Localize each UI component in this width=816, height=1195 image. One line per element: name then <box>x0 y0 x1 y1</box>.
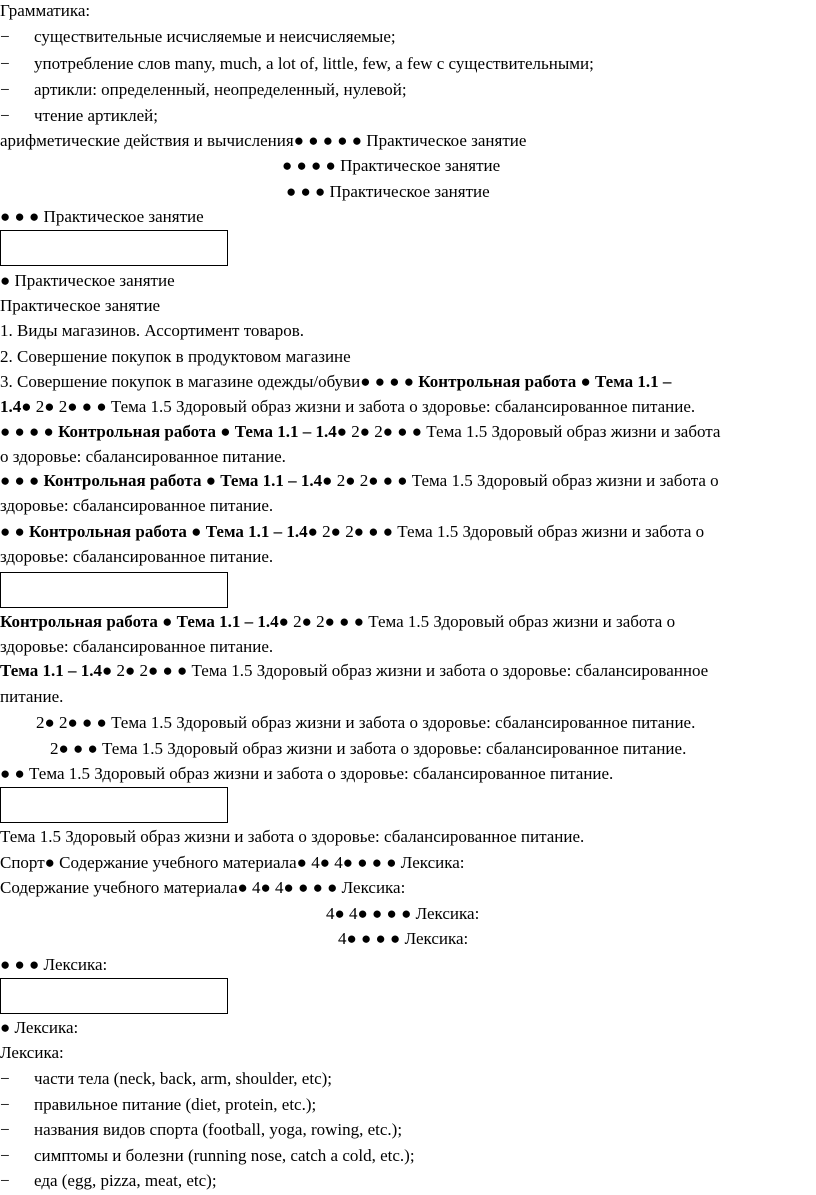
empty-box <box>0 572 228 608</box>
text-line <box>0 660 816 682</box>
text-line: ● Лексика: <box>0 1018 79 1037</box>
text-line: ● ● ● Лексика: <box>0 955 108 974</box>
list-item-text: правильное питание (diet, protein, etc.); <box>34 1095 317 1114</box>
text-line: Практическое занятие <box>0 296 161 315</box>
dash-marker: − <box>0 80 10 99</box>
grammar-heading: Грамматика: <box>0 1 91 20</box>
list-item-text: названия видов спорта (football, yoga, rowing, etc.); <box>34 1120 403 1139</box>
dash-marker: − <box>0 106 10 125</box>
text-segment: ● 2● 2● ● ● Тема 1.5 Здоровый образ жизни и забота о здоровье: сбалансированное питание. <box>21 397 696 416</box>
text-line: ● Практическое занятие <box>0 271 175 290</box>
text-line: Лексика: <box>0 1043 64 1062</box>
text-segment: 3. Совершение покупок в магазине одежды/обуви● ● ● ● <box>0 372 419 391</box>
text-segment: ● 2● 2● ● ● Тема 1.5 Здоровый образ жизни и забота <box>336 422 721 441</box>
empty-box <box>0 787 228 823</box>
text-line: 4● ● ● ● Лексика: <box>338 929 469 948</box>
bold-segment: Контрольная работа ● Тема 1.1 – <box>418 372 672 391</box>
text-line: ● ● Тема 1.5 Здоровый образ жизни и забота о здоровье: сбалансированное питание. <box>0 764 614 783</box>
dash-marker: − <box>0 1146 10 1165</box>
text-line: 2● ● ● Тема 1.5 Здоровый образ жизни и забота о здоровье: сбалансированное питание. <box>50 739 687 758</box>
text-line: здоровье: сбалансированное питание. <box>0 637 274 656</box>
text-line: ● ● ● ● Практическое занятие <box>282 156 501 175</box>
text-line: ● ● ● Практическое занятие <box>286 182 490 201</box>
text-segment: ● 2● 2● ● ● Тема 1.5 Здоровый образ жизни и забота о <box>278 612 676 631</box>
dash-marker: − <box>0 1171 10 1190</box>
text-line: Содержание учебного материала● 4● 4● ● ● ● Лексика: <box>0 878 406 897</box>
text-line: 4● 4● ● ● ● Лексика: <box>326 904 480 923</box>
text-segment: ● 2● 2● ● ● Тема 1.5 Здоровый образ жизни и забота о <box>322 471 719 490</box>
list-item-text: употребление слов many, much, a lot of, little, few, a few с существительными; <box>34 54 594 73</box>
bold-segment: ● ● Контрольная работа ● Тема 1.1 – 1.4 <box>0 522 308 541</box>
text-line <box>0 396 816 418</box>
text-line: о здоровье: сбалансированное питание. <box>0 447 286 466</box>
list-item-text: еда (egg, pizza, meat, etc); <box>34 1171 217 1190</box>
dash-marker: − <box>0 1120 10 1139</box>
text-line: здоровье: сбалансированное питание. <box>0 496 274 515</box>
text-line: арифметические действия и вычисления● ● ● ● ● Практическое занятие <box>0 131 527 150</box>
bold-segment: ● ● ● ● Контрольная работа ● Тема 1.1 – 1.4 <box>0 422 337 441</box>
text-line: 1. Виды магазинов. Ассортимент товаров. <box>0 321 305 340</box>
dash-marker: − <box>0 1069 10 1088</box>
text-line <box>0 371 816 393</box>
text-line <box>0 421 816 443</box>
text-line: здоровье: сбалансированное питание. <box>0 547 274 566</box>
text-line <box>0 611 816 633</box>
empty-box <box>0 978 228 1014</box>
text-line: 2● 2● ● ● Тема 1.5 Здоровый образ жизни и забота о здоровье: сбалансированное питание. <box>36 713 696 732</box>
text-segment: ● 2● 2● ● ● Тема 1.5 Здоровый образ жизни и забота о здоровье: сбалансированное <box>101 661 709 680</box>
text-line: ● ● ● Практическое занятие <box>0 207 204 226</box>
bold-segment: Контрольная работа ● Тема 1.1 – 1.4 <box>0 612 279 631</box>
text-line: 2. Совершение покупок в продуктовом магазине <box>0 347 351 366</box>
bold-segment: ● ● ● Контрольная работа ● Тема 1.1 – 1.4 <box>0 471 323 490</box>
list-item-text: части тела (neck, back, arm, shoulder, etc); <box>34 1069 333 1088</box>
dash-marker: − <box>0 1095 10 1114</box>
text-line: питание. <box>0 687 64 706</box>
text-line: Тема 1.5 Здоровый образ жизни и забота о здоровье: сбалансированное питание. <box>0 827 585 846</box>
text-line <box>0 521 816 543</box>
bold-segment: Тема 1.1 – 1.4 <box>0 661 102 680</box>
dash-marker: − <box>0 27 10 46</box>
bold-segment: 1.4 <box>0 397 22 416</box>
text-line: Спорт● Содержание учебного материала● 4● 4● ● ● ● Лексика: <box>0 853 465 872</box>
list-item-text: артикли: определенный, неопределенный, нулевой; <box>34 80 407 99</box>
dash-marker: − <box>0 54 10 73</box>
list-item-text: существительные исчисляемые и неисчисляемые; <box>34 27 396 46</box>
text-line <box>0 470 816 492</box>
list-item-text: чтение артиклей; <box>34 106 158 125</box>
text-segment: ● 2● 2● ● ● Тема 1.5 Здоровый образ жизни и забота о <box>307 522 705 541</box>
empty-box <box>0 230 228 266</box>
list-item-text: симптомы и болезни (running nose, catch a cold, etc.); <box>34 1146 415 1165</box>
